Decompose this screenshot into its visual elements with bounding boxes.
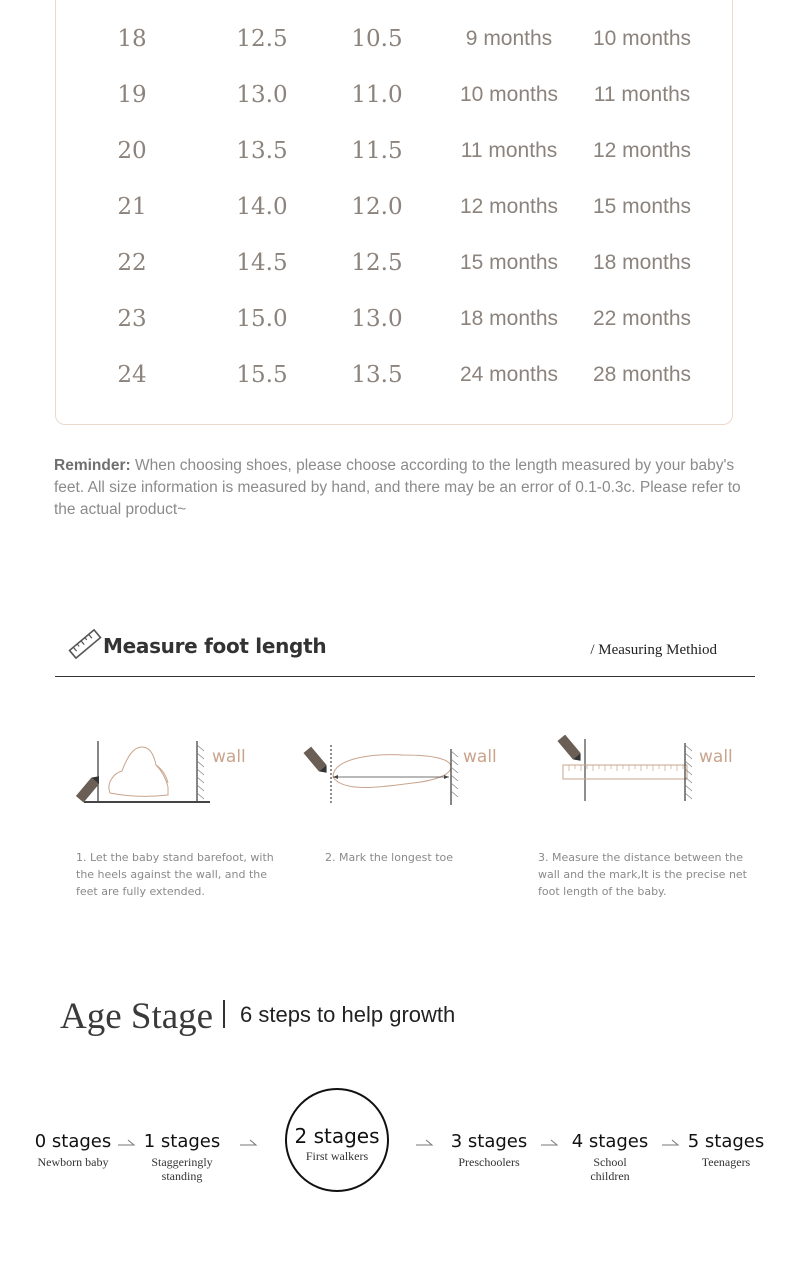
step3-text: 3. Measure the distance between the wall and the mark,It is the precise net foot length of the baby. (538, 851, 747, 898)
measure-subtitle: / Measuring Methiod (590, 642, 717, 658)
foot-length-cell: 14.0 (236, 194, 288, 220)
wall-label: wall (699, 747, 733, 767)
reminder-text: When choosing shoes, please choose according to the length measured by your baby's feet. All size information is measured by hand, and there may be an error of 0.1-0.3c. Please refer to the actual product~ (54, 457, 741, 518)
age-from-cell: 18 months (459, 307, 559, 330)
age-to-cell: 11 months (593, 83, 691, 106)
stage-name: 4 stages (571, 1131, 649, 1152)
table-row (0, 355, 790, 395)
stage-3 (451, 1131, 528, 1169)
age-to-cell: 18 months (592, 251, 692, 274)
foot-length-cell: 13.5 (236, 138, 288, 164)
age-to-cell: 10 months (592, 27, 692, 50)
foot-length-cell: 14.5 (236, 250, 288, 276)
foot-length-cell: 13.0 (236, 82, 288, 108)
ruler-icon (67, 626, 103, 662)
stage-desc: Staggeringly standing (151, 1155, 213, 1183)
stage-desc: First walkers (305, 1149, 369, 1163)
step1-illustration (70, 735, 260, 815)
insole-cell: 13.5 (351, 362, 403, 388)
arrow-right-icon (416, 1138, 434, 1148)
stage-desc: Preschoolers (458, 1155, 520, 1169)
age-from-cell: 15 months (459, 251, 559, 274)
measure-header (55, 620, 755, 677)
step2-illustration (303, 735, 503, 815)
table-row (0, 187, 790, 227)
stage-name: 3 stages (450, 1131, 528, 1152)
title-divider (223, 1000, 225, 1028)
insole-cell: 12.5 (351, 250, 403, 276)
foot-length-cell: 15.0 (236, 306, 288, 332)
age-from-cell: 24 months (459, 363, 559, 386)
table-row (0, 243, 790, 283)
age-to-cell: 12 months (592, 139, 692, 162)
reminder-note (54, 455, 744, 521)
age-to-cell: 28 months (592, 363, 692, 386)
age-from-cell: 9 months (465, 27, 553, 50)
stage-4 (572, 1131, 649, 1183)
stage-desc: Teenagers (701, 1155, 751, 1169)
foot-length-cell: 12.5 (236, 26, 288, 52)
step3-illustration (555, 735, 745, 815)
age-from-cell: 11 months (460, 139, 558, 162)
arrow-right-icon (118, 1138, 136, 1148)
step1-text: 1. Let the baby stand barefoot, with the heels against the wall, and the feet are fully extended. (76, 851, 274, 898)
age-to-cell: 15 months (592, 195, 692, 218)
wall-label: wall (463, 747, 497, 767)
foot-length-cell: 15.5 (236, 362, 288, 388)
stage-desc: School children (590, 1155, 630, 1183)
table-row (0, 75, 790, 115)
age-stage-subtitle: 6 steps to help growth (240, 1002, 456, 1027)
age-stage-title: Age Stage (60, 996, 214, 1037)
stage-name: 1 stages (143, 1131, 221, 1152)
step2-text: 2. Mark the longest toe (325, 851, 454, 864)
age-to-cell: 22 months (592, 307, 692, 330)
age-from-cell: 10 months (459, 83, 559, 106)
eu-size-cell: 20 (117, 138, 147, 164)
stage-5 (688, 1131, 765, 1169)
arrow-right-icon (541, 1138, 559, 1148)
stage-0 (28, 1131, 118, 1169)
eu-size-cell: 23 (117, 306, 147, 332)
wall-label: wall (212, 747, 246, 767)
eu-size-cell: 21 (117, 194, 147, 220)
table-row (0, 19, 790, 59)
arrow-right-icon (240, 1138, 258, 1148)
stage-name: 5 stages (687, 1131, 765, 1152)
eu-size-cell: 22 (117, 250, 147, 276)
stage-desc: Newborn baby (37, 1155, 109, 1169)
table-row (0, 131, 790, 171)
eu-size-cell: 18 (117, 26, 147, 52)
insole-cell: 11.5 (351, 138, 403, 164)
stage-1 (142, 1131, 222, 1183)
insole-cell: 13.0 (351, 306, 403, 332)
eu-size-cell: 19 (117, 82, 147, 108)
insole-cell: 10.5 (351, 26, 403, 52)
age-from-cell: 12 months (459, 195, 559, 218)
stage-2 (294, 1125, 379, 1163)
insole-cell: 12.0 (351, 194, 403, 220)
stage-name: 0 stages (34, 1131, 112, 1152)
eu-size-cell: 24 (117, 362, 147, 388)
insole-cell: 11.0 (351, 82, 403, 108)
reminder-label: Reminder: (54, 457, 131, 474)
measure-title: Measure foot length (103, 634, 327, 658)
stage-name: 2 stages (294, 1124, 380, 1148)
table-row (0, 299, 790, 339)
arrow-right-icon (662, 1138, 680, 1148)
